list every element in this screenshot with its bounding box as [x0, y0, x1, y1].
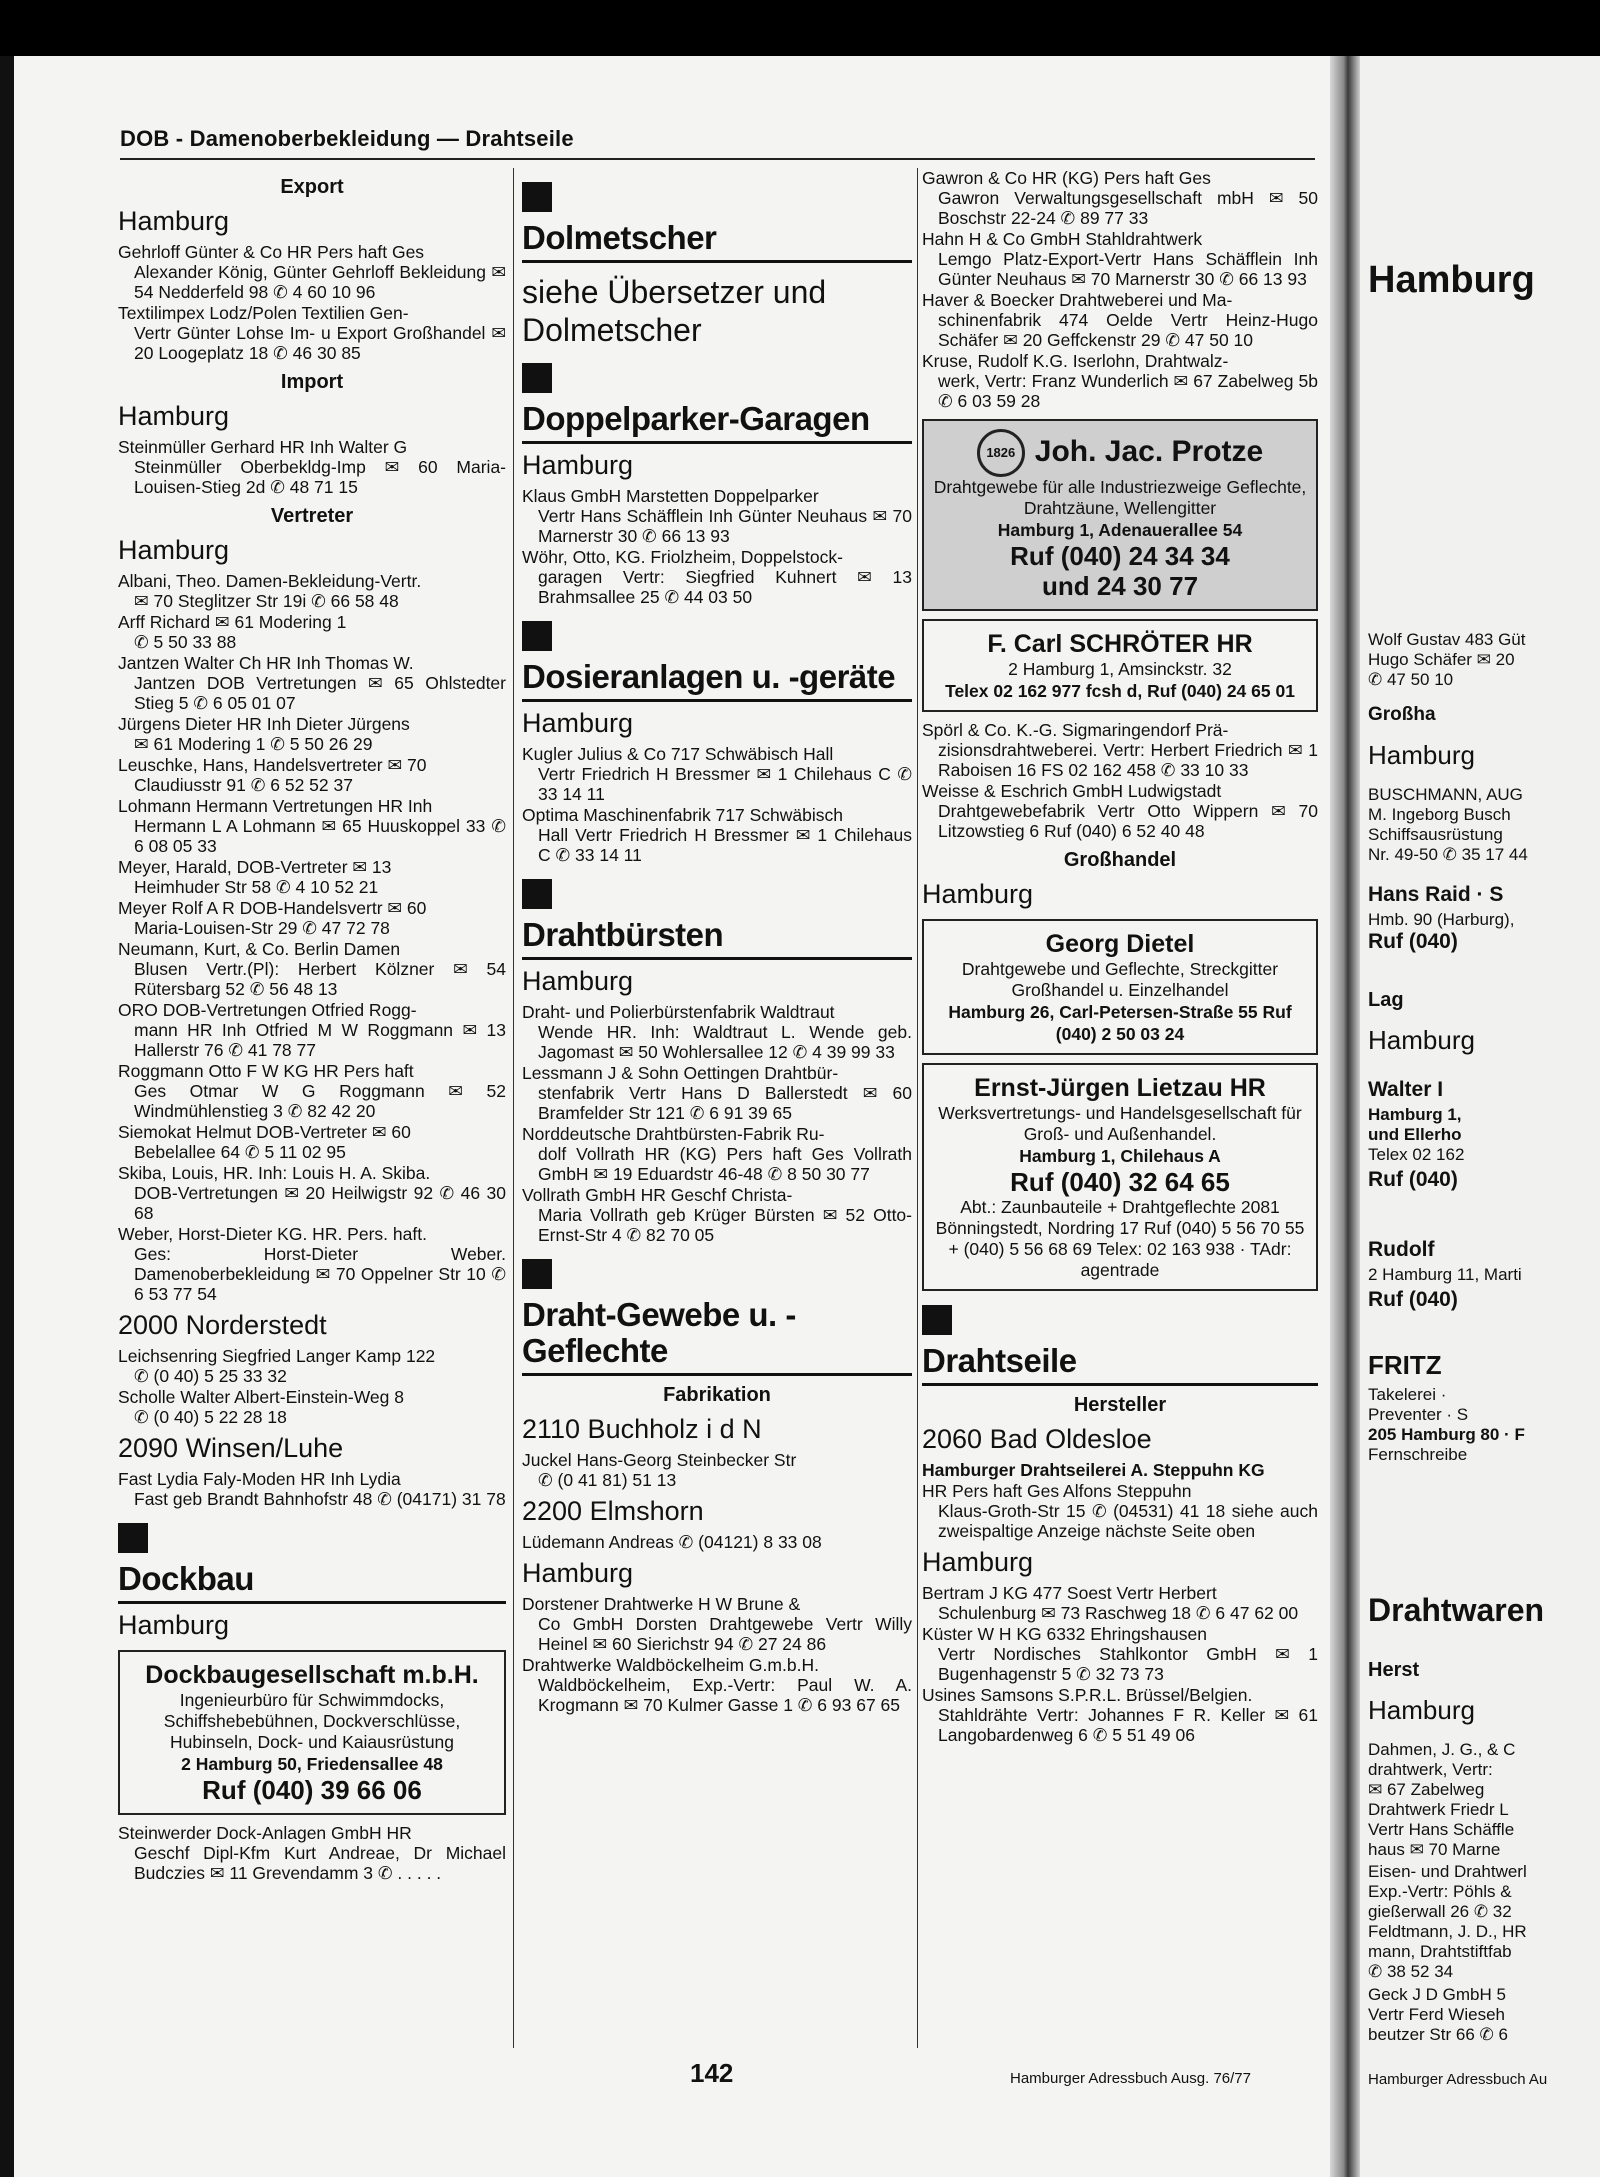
advertisement-box — [922, 619, 1318, 712]
listing-entry — [522, 1124, 912, 1184]
listing-name: Lüdemann Andreas ✆ (04121) 8 33 08 — [522, 1532, 822, 1552]
city-heading: Hamburg — [118, 535, 230, 565]
listing-details: garagen Vertr: Siegfried Kuhnert ✉ 13 Brahmsallee 25 ✆ 44 03 50 — [538, 567, 912, 607]
right-page-text: Hmb. 90 (Harburg), — [1368, 910, 1515, 929]
listing-entry — [118, 1163, 506, 1223]
listing-entry — [118, 1000, 506, 1060]
listing-details: ✆ (0 41 81) 51 13 — [538, 1470, 677, 1490]
right-page-text: Drahtwerk Friedr L — [1368, 1800, 1509, 1819]
right-page-fragment — [1360, 56, 1600, 2177]
city-heading: Hamburg — [118, 1610, 230, 1640]
right-page-text: ✆ 47 50 10 — [1368, 670, 1454, 689]
listing-name: Drahtwerke Waldböckelheim G.m.b.H. — [522, 1655, 819, 1675]
listing-name: Scholle Walter Albert-Einstein-Weg 8 — [118, 1387, 404, 1407]
column-1 — [118, 168, 506, 2048]
listing-name: Kugler Julius & Co 717 Schwäbisch Hall — [522, 744, 834, 764]
listing-entry — [118, 303, 506, 363]
ad-description: Drahtgewebe für alle Industriezweige Geflechte, Drahtzäune, Wellengitter — [933, 477, 1307, 518]
listing-details: Fast geb Brandt Bahnhofstr 48 ✆ (04171) 31 78 — [134, 1489, 506, 1509]
listing-name: Steinwerder Dock-Anlagen GmbH HR — [118, 1823, 412, 1843]
listing-name: ORO DOB-Vertretungen Otfried Rogg- — [118, 1000, 417, 1020]
ad-address: Hamburg 1, Chilehaus A — [1019, 1146, 1221, 1166]
listing-details: Steinmüller Oberbekldg-Imp ✉ 60 Maria-Louisen-Stieg 2d ✆ 48 71 15 — [134, 457, 506, 497]
right-page-text: Fernschreibe — [1368, 1445, 1468, 1464]
listing-name: Wöhr, Otto, KG. Friolzheim, Doppelstock- — [522, 547, 843, 567]
listing-name: Draht- und Polierbürstenfabrik Waldtraut — [522, 1002, 835, 1022]
right-page-text: Ruf (040) — [1368, 1288, 1458, 1311]
listing-name: Arff Richard ✉ 61 Modering 1 — [118, 612, 347, 632]
column-3 — [922, 168, 1318, 2048]
city-heading: 2060 Bad Oldesloe — [922, 1424, 1152, 1454]
right-page-text: mann, Drahtstiftfab — [1368, 1942, 1512, 1961]
listing-name: Weisse & Eschrich GmbH Ludwigstadt — [922, 781, 1222, 801]
listing-name: Roggmann Otto F W KG HR Pers haft — [118, 1061, 414, 1081]
city-heading: Hamburg — [118, 206, 230, 236]
listing-entry — [522, 1532, 912, 1552]
right-page-text: Hugo Schäfer ✉ 20 — [1368, 650, 1515, 669]
listing-entry — [118, 1122, 506, 1162]
ad-description: Drahtgewebe und Geflechte, Streckgitter Großhandel u. Einzelhandel — [961, 959, 1279, 1000]
section-heading — [522, 879, 912, 960]
subsection-heading: Fabrikation — [663, 1384, 771, 1406]
listing-name: Juckel Hans-Georg Steinbecker Str — [522, 1450, 797, 1470]
listing-entry — [522, 1002, 912, 1062]
listing-details: stenfabrik Vertr Hans D Ballerstedt ✉ 60 Bramfelder Str 121 ✆ 6 91 39 65 — [538, 1083, 912, 1123]
listing-name: Gehrloff Günter & Co HR Pers haft Ges — [118, 242, 425, 262]
listing-name: Klaus GmbH Marstetten Doppelparker — [522, 486, 819, 506]
listing-details: Blusen Vertr.(Pl): Herbert Kölzner ✉ 54 Rütersbarg 52 ✆ 56 48 13 — [134, 959, 506, 999]
right-page-text: Geck J D GmbH 5 — [1368, 1985, 1506, 2004]
listing-name: Vollrath GmbH HR Geschf Christa- — [522, 1185, 793, 1205]
listing-details: Bebelallee 64 ✆ 5 11 02 95 — [134, 1142, 346, 1162]
listing-entry — [118, 612, 506, 652]
listing-name: Skiba, Louis, HR. Inh: Louis H. A. Skiba. — [118, 1163, 431, 1183]
right-page-text: drahtwerk, Vertr: — [1368, 1760, 1493, 1779]
column-divider — [513, 168, 514, 2048]
listing-name: Albani, Theo. Damen-Bekleidung-Vertr. — [118, 571, 422, 591]
listing-details: Maria-Louisen-Str 29 ✆ 47 72 78 — [134, 918, 390, 938]
listing-entry — [118, 714, 506, 754]
ad-phone: Ruf (040) 24 34 34 — [1010, 541, 1230, 571]
listing-details: ✉ 61 Modering 1 ✆ 5 50 26 29 — [134, 734, 373, 754]
listing-details: Claudiusstr 91 ✆ 6 52 52 37 — [134, 775, 353, 795]
listing-details: werk, Vertr: Franz Wunderlich ✉ 67 Zabelweg 5b ✆ 6 03 59 28 — [938, 371, 1318, 411]
listing-name: Lohmann Hermann Vertretungen HR Inh — [118, 796, 433, 816]
listing-name: Küster W H KG 6332 Ehringshausen — [922, 1624, 1208, 1644]
listing-details: Drahtgewebefabrik Vertr Otto Wippern ✉ 70 Litzowstieg 6 Ruf (040) 6 52 40 48 — [938, 801, 1318, 841]
listing-details: Stahldrähte Vertr: Johannes F R. Keller ✉ 61 Langobardenweg 6 ✆ 5 51 49 06 — [938, 1705, 1318, 1745]
ad-company-name: Georg Dietel — [1045, 930, 1195, 958]
listing-name: Lessmann J & Sohn Oettingen Drahtbür- — [522, 1063, 839, 1083]
listing-name: Usines Samsons S.P.R.L. Brüssel/Belgien. — [922, 1685, 1253, 1705]
listing-entry — [922, 351, 1318, 411]
section-marker-icon — [522, 363, 552, 393]
right-page-text: 205 Hamburg 80 · F — [1368, 1425, 1525, 1444]
listing-name: Neumann, Kurt, & Co. Berlin Damen — [118, 939, 401, 959]
listing-name: Norddeutsche Drahtbürsten-Fabrik Ru- — [522, 1124, 825, 1144]
city-heading: 2200 Elmshorn — [522, 1496, 704, 1526]
listing-name: Bertram J KG 477 Soest Vertr Herbert — [922, 1583, 1217, 1603]
section-heading — [922, 1305, 1318, 1386]
section-marker-icon — [522, 879, 552, 909]
listing-entry — [118, 1469, 506, 1509]
right-page-text: Hamburg — [1368, 259, 1535, 301]
listing-entry — [522, 744, 912, 804]
section-heading — [522, 363, 912, 444]
listing-entry — [922, 1583, 1318, 1623]
listing-entry — [922, 168, 1318, 228]
listing-entry — [922, 720, 1318, 780]
listing-details: Vertr Nordisches Stahlkontor GmbH ✉ 1 Bugenhagenstr 5 ✆ 32 73 73 — [938, 1644, 1318, 1684]
right-page-text: Rudolf — [1368, 1238, 1435, 1261]
section-heading — [118, 1523, 506, 1604]
section-heading — [522, 1259, 912, 1376]
ad-phone: Ruf (040) 32 64 65 — [1010, 1167, 1230, 1197]
ad-address: Hamburg 1, Adenauerallee 54 — [997, 520, 1243, 540]
listing-name: Textilimpex Lodz/Polen Textilien Gen- — [118, 303, 409, 323]
right-page-text: gießerwall 26 ✆ 32 — [1368, 1902, 1512, 1921]
listing-name: Leuschke, Hans, Handelsvertreter ✉ 70 — [118, 755, 427, 775]
listing-name: Spörl & Co. K.-G. Sigmaringendorf Prä- — [922, 720, 1229, 740]
right-page-text: Vertr Hans Schäffle — [1368, 1820, 1515, 1839]
right-page-text: Hamburg 1, — [1368, 1105, 1462, 1124]
listing-entry — [118, 796, 506, 856]
listing-name: Leichsenring Siegfried Langer Kamp 122 — [118, 1346, 436, 1366]
right-page-text: Telex 02 162 — [1368, 1145, 1465, 1164]
section-title: Dosieranlagen u. -geräte — [522, 658, 896, 695]
listing-entry — [522, 1063, 912, 1123]
ad-address: Hamburg 26, Carl-Petersen-Straße 55 Ruf (040) 2 50 03 24 — [948, 1002, 1292, 1044]
subsection-heading: Import — [280, 371, 344, 393]
listing-entry — [118, 939, 506, 999]
listing-details: Ges Otmar W G Roggmann ✉ 52 Windmühlenstieg 3 ✆ 82 42 20 — [134, 1081, 506, 1121]
listing-details: Hermann L A Lohmann ✉ 65 Huuskoppel 33 ✆ 6 08 05 33 — [134, 816, 506, 856]
listing-details: Waldböckelheim, Exp.-Vertr: Paul W. A. Krogmann ✉ 70 Kulmer Gasse 1 ✆ 6 93 67 65 — [538, 1675, 912, 1715]
right-page-text: Ruf (040) — [1368, 930, 1458, 953]
city-heading: 2000 Norderstedt — [118, 1310, 327, 1340]
ad-company-name: Dockbaugesellschaft m.b.H. — [145, 1661, 479, 1689]
right-page-text: beutzer Str 66 ✆ 6 — [1368, 2025, 1508, 2044]
right-page-text: Exp.-Vertr: Pöhls & — [1368, 1882, 1512, 1901]
listing-details: zisionsdrahtweberei. Vertr: Herbert Friedrich ✉ 1 Raboisen 16 FS 02 162 458 ✆ 33 10 33 — [938, 740, 1318, 780]
section-title: Drahtbürsten — [522, 916, 724, 953]
right-page-text: Wolf Gustav 483 Güt — [1368, 630, 1526, 649]
listing-entry — [522, 1450, 912, 1490]
ad-description: 2 Hamburg 1, Amsinckstr. 32 — [1008, 659, 1232, 679]
section-marker-icon — [522, 1259, 552, 1289]
listing-entry — [118, 1061, 506, 1121]
header-rule — [120, 158, 1315, 160]
listing-entry — [922, 229, 1318, 289]
section-title: Draht-Gewebe u. -Geflechte — [522, 1296, 796, 1369]
subsection-heading: Großhandel — [1063, 849, 1177, 871]
city-heading: Hamburg — [118, 401, 230, 431]
listing-entry — [118, 242, 506, 302]
scan-top-border — [0, 0, 1600, 56]
listing-entry-bold: Hamburger Drahtseilerei A. Steppuhn KG — [922, 1460, 1265, 1480]
listing-entry — [118, 755, 506, 795]
right-page-text: BUSCHMANN, AUG — [1368, 785, 1523, 804]
ad-company-name: Ernst-Jürgen Lietzau HR — [974, 1074, 1266, 1102]
city-heading: Hamburg — [922, 879, 1034, 909]
right-page-text: ✉ 67 Zabelweg — [1368, 1780, 1485, 1799]
listing-entry — [118, 1823, 506, 1883]
right-page-text: Feldtmann, J. D., HR — [1368, 1922, 1527, 1941]
right-page-text: M. Ingeborg Busch — [1368, 805, 1511, 824]
listing-details: ✆ (0 40) 5 22 28 18 — [134, 1407, 287, 1427]
listing-details: Wende HR. Inh: Waldtraut L. Wende geb. Jagomast ✉ 50 Wohlersallee 12 ✆ 4 39 99 33 — [538, 1022, 912, 1062]
listing-name: Meyer Rolf A R DOB-Handelsvertr ✉ 60 — [118, 898, 427, 918]
city-heading: Hamburg — [522, 1558, 634, 1588]
city-heading: Hamburg — [522, 966, 634, 996]
right-page-text: Takelerei · — [1368, 1385, 1447, 1404]
listing-details: ✉ 70 Steglitzer Str 19i ✆ 66 58 48 — [134, 591, 399, 611]
ad-description: Ingenieurbüro für Schwimmdocks, Schiffshebebühnen, Dockverschlüsse, Hubinseln, Dock- und Kaiausrüstung — [163, 1690, 461, 1752]
listing-entry — [522, 1185, 912, 1245]
listing-entry — [522, 805, 912, 865]
listing-details: Geschf Dipl-Kfm Kurt Andreae, Dr Michael Budczies ✉ 11 Grevendamm 3 ✆ . . . . . — [134, 1843, 506, 1883]
listing-name: Jantzen Walter Ch HR Inh Thomas W. — [118, 653, 414, 673]
listing-name: Fast Lydia Faly-Moden HR Inh Lydia — [118, 1469, 401, 1489]
subsection-heading: Vertreter — [270, 505, 354, 527]
right-page-text: Lag — [1368, 989, 1404, 1011]
page-header: DOB - Damenoberbekleidung — Drahtseile — [120, 126, 574, 151]
listing-entry — [118, 437, 506, 497]
listing-entry — [118, 1387, 506, 1427]
listing-entry — [922, 1685, 1318, 1745]
listing-details: Heimhuder Str 58 ✆ 4 10 52 21 — [134, 877, 379, 897]
advertisement-box — [922, 1063, 1318, 1291]
listing-name: Optima Maschinenfabrik 717 Schwäbisch — [522, 805, 843, 825]
listing-entry — [118, 898, 506, 938]
footer-book-title: Hamburger Adressbuch Ausg. 76/77 — [1010, 2070, 1251, 2087]
right-page-text: und Ellerho — [1368, 1125, 1462, 1144]
city-heading: Hamburg — [522, 708, 634, 738]
right-page-text: Großha — [1368, 704, 1436, 725]
listing-entry — [522, 1655, 912, 1715]
listing-details: Vertr Günter Lohse Im- u Export Großhandel ✉ 20 Loogeplatz 18 ✆ 46 30 85 — [134, 323, 506, 363]
listing-name: Haver & Boecker Drahtweberei und Ma- — [922, 290, 1233, 310]
listing-entry — [922, 1624, 1318, 1684]
cross-reference: siehe Übersetzer und Dolmetscher — [522, 274, 827, 348]
listing-entry — [522, 547, 912, 607]
section-marker-icon — [522, 621, 552, 651]
section-marker-icon — [118, 1523, 148, 1553]
right-page-text: ✆ 38 52 34 — [1368, 1962, 1454, 1981]
listing-name: Hahn H & Co GmbH Stahldrahtwerk — [922, 229, 1203, 249]
ad-address: 2 Hamburg 50, Friedensallee 48 — [181, 1754, 443, 1774]
ad-address: Telex 02 162 977 fcsh d, Ruf (040) 24 65 01 — [945, 681, 1295, 701]
right-page-text: Herst — [1368, 1659, 1420, 1681]
right-page-text: Walter I — [1368, 1078, 1444, 1101]
listing-name: HR Pers haft Ges Alfons Steppuhn — [922, 1481, 1192, 1501]
listing-details: Alexander König, Günter Gehrloff Bekleidung ✉ 54 Nedderfeld 98 ✆ 4 60 10 96 — [134, 262, 506, 302]
city-heading: Hamburg — [522, 450, 634, 480]
listing-name: Meyer, Harald, DOB-Vertreter ✉ 13 — [118, 857, 392, 877]
subsection-heading: Hersteller — [1073, 1394, 1167, 1416]
listing-details: Vertr Hans Schäfflein Inh Günter Neuhaus ✉ 70 Marnerstr 30 ✆ 66 13 93 — [538, 506, 912, 546]
listing-entry — [118, 571, 506, 611]
listing-details: Vertr Friedrich H Bressmer ✉ 1 Chilehaus C ✆ 33 14 11 — [538, 764, 912, 804]
listing-entry — [522, 486, 912, 546]
right-page-text: Drahtwaren — [1368, 1592, 1545, 1628]
right-page-text: Hamburg — [1368, 1025, 1475, 1055]
listing-details: mann HR Inh Otfried M W Roggmann ✉ 13 Hallerstr 76 ✆ 41 78 77 — [134, 1020, 506, 1060]
city-heading: 2110 Buchholz i d N — [522, 1414, 762, 1444]
listing-entry — [118, 1346, 506, 1386]
listing-details: Klaus-Groth-Str 15 ✆ (04531) 41 18 siehe auch zweispaltige Anzeige nächste Seite oben — [938, 1501, 1318, 1541]
right-page-text: Dahmen, J. G., & C — [1368, 1740, 1516, 1759]
section-heading — [522, 182, 912, 263]
listing-details: Schulenburg ✉ 73 Raschweg 18 ✆ 6 47 62 00 — [938, 1603, 1299, 1623]
right-page-text: Eisen- und Drahtwerl — [1368, 1862, 1527, 1881]
section-title: Dockbau — [118, 1560, 254, 1597]
listing-details: dolf Vollrath HR (KG) Pers haft Ges Vollrath GmbH ✉ 19 Eduardstr 46-48 ✆ 8 50 30 77 — [538, 1144, 912, 1184]
listing-details: Hall Vertr Friedrich H Bressmer ✉ 1 Chilehaus C ✆ 33 14 11 — [538, 825, 912, 865]
right-page-text: haus ✉ 70 Marne — [1368, 1840, 1501, 1859]
section-title: Drahtseile — [922, 1342, 1077, 1379]
section-marker-icon — [522, 182, 552, 212]
listing-name: Gawron & Co HR (KG) Pers haft Ges — [922, 168, 1211, 188]
listing-name: Weber, Horst-Dieter KG. HR. Pers. haft. — [118, 1224, 427, 1244]
city-heading: 2090 Winsen/Luhe — [118, 1433, 344, 1463]
right-page-text: Ruf (040) — [1368, 1168, 1458, 1191]
listing-details: Jantzen DOB Vertretungen ✉ 65 Ohlstedter Stieg 5 ✆ 6 05 01 07 — [134, 673, 506, 713]
listing-details: ✆ (0 40) 5 25 33 32 — [134, 1366, 287, 1386]
listing-details: ✆ 5 50 33 88 — [134, 632, 237, 652]
right-page-text: Schiffsausrüstung — [1368, 825, 1503, 844]
listing-entry — [118, 1224, 506, 1304]
seal-icon: 1826 — [977, 429, 1025, 477]
column-2 — [522, 168, 912, 2048]
listing-details: Co GmbH Dorsten Drahtgewebe Vertr Willy Heinel ✉ 60 Sierichstr 94 ✆ 27 24 86 — [538, 1614, 912, 1654]
right-page-text: Hamburger Adressbuch Au — [1368, 2071, 1548, 2088]
advertisement-box — [922, 919, 1318, 1055]
listing-details: DOB-Vertretungen ✉ 20 Heilwigstr 92 ✆ 46 30 68 — [134, 1183, 506, 1223]
listing-name: Steinmüller Gerhard HR Inh Walter G — [118, 437, 408, 457]
listing-name: Jürgens Dieter HR Inh Dieter Jürgens — [118, 714, 410, 734]
listing-entry — [118, 857, 506, 897]
listing-entry — [922, 290, 1318, 350]
listing-details: schinenfabrik 474 Oelde Vertr Heinz-Hugo Schäfer ✉ 20 Geffckenstr 29 ✆ 47 50 10 — [938, 310, 1318, 350]
listing-details: Maria Vollrath geb Krüger Bürsten ✉ 52 Otto-Ernst-Str 4 ✆ 82 70 05 — [538, 1205, 912, 1245]
listing-entry — [922, 781, 1318, 841]
city-heading: Hamburg — [922, 1547, 1034, 1577]
ad-phone: Ruf (040) 39 66 06 — [202, 1775, 422, 1805]
advertisement-box — [922, 419, 1318, 611]
ad-company-name: F. Carl SCHRÖTER HR — [987, 630, 1253, 658]
right-page-text: Hamburg — [1368, 1695, 1475, 1725]
section-heading — [522, 621, 912, 702]
right-page-text: Preventer · S — [1368, 1405, 1469, 1424]
listing-name: Dorstener Drahtwerke H W Brune & — [522, 1594, 801, 1614]
listing-name: Kruse, Rudolf K.G. Iserlohn, Drahtwalz- — [922, 351, 1229, 371]
listing-details: Gawron Verwaltungsgesellschaft mbH ✉ 50 Boschstr 22-24 ✆ 89 77 33 — [938, 188, 1318, 228]
listing-entry — [522, 1594, 912, 1654]
book-gutter — [1330, 56, 1360, 2177]
section-title: Dolmetscher — [522, 219, 717, 256]
ad-phone-2: und 24 30 77 — [1041, 571, 1199, 601]
right-page-text: 2 Hamburg 11, Marti — [1368, 1265, 1522, 1284]
right-page-text: Hans Raid · S — [1368, 883, 1504, 906]
page-number: 142 — [690, 2058, 734, 2088]
listing-entry — [118, 653, 506, 713]
listing-details: Ges: Horst-Dieter Weber. Damenoberbekleidung ✉ 70 Oppelner Str 10 ✆ 6 53 77 54 — [134, 1244, 506, 1304]
section-marker-icon — [922, 1305, 952, 1335]
right-page-text: Hamburg — [1368, 740, 1475, 770]
column-divider — [917, 168, 918, 2048]
section-title: Doppelparker-Garagen — [522, 400, 870, 437]
right-page-text: Nr. 49-50 ✆ 35 17 44 — [1368, 845, 1528, 864]
listing-entry — [922, 1481, 1318, 1541]
scan-left-border — [0, 56, 14, 2177]
right-page-text: FRITZ — [1368, 1350, 1442, 1380]
ad-company-name — [930, 429, 1310, 477]
ad-description: Werksvertretungs- und Handelsgesellschaft für Groß- und Außenhandel. — [938, 1103, 1302, 1144]
listing-name: Siemokat Helmut DOB-Vertreter ✉ 60 — [118, 1122, 411, 1142]
right-page-text: Vertr Ferd Wieseh — [1368, 2005, 1505, 2024]
ad-extra: Abt.: Zaunbauteile + Drahtgeflechte 2081 Bönningstedt, Nordring 17 Ruf (040) 5 56 70 55 + (040) 5 56 68 69 Telex: 02 163 938 · TAdr: agentrade — [935, 1197, 1305, 1280]
advertisement-box — [118, 1650, 506, 1815]
subsection-heading: Export — [280, 176, 344, 198]
ad-company-title: Joh. Jac. Protze — [1034, 434, 1264, 468]
listing-details: Lemgo Platz-Export-Vertr Hans Schäfflein Inh Günter Neuhaus ✉ 70 Marnerstr 30 ✆ 66 13 93 — [938, 249, 1318, 289]
